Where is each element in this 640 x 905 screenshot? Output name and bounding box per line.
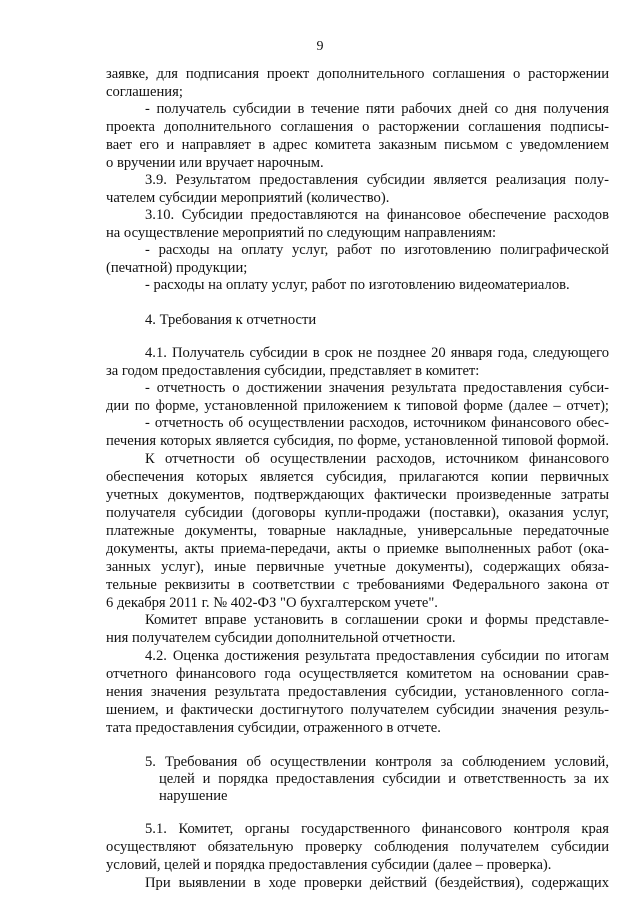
text-line: 3.10. Субсидии предоставляются на финансовое обеспечение расходов	[145, 207, 609, 223]
text-line: К отчетности об осуществлении расходов, источником финансового	[145, 451, 609, 467]
text-line: условий, целей и порядка предоставления субсидии (далее – проверка).	[106, 857, 552, 873]
text-line: 4.1. Получатель субсидии в срок не позднее 20 января года, следующего	[145, 345, 609, 361]
text-line: заявке, для подписания проект дополнительного соглашения о расторжении	[106, 66, 609, 82]
text-line: нения значения результата предоставления субсидии, установленного согла-	[106, 684, 609, 700]
text-line: Комитет вправе установить в соглашении сроки и формы представле-	[145, 612, 609, 628]
text-line: При выявлении в ходе проверки действий (бездействия), содержащих	[145, 875, 609, 891]
section-heading: нарушение	[159, 788, 228, 804]
text-line: - расходы на оплату услуг, работ по изготовлению видеоматериалов.	[145, 277, 570, 293]
text-line: шением, и фактически достигнутого получателем субсидии значения резуль-	[106, 702, 609, 718]
text-line: (печатной) продукции;	[106, 260, 248, 276]
text-line: учетных документов, подтверждающих фактически произведенные затраты	[106, 487, 609, 503]
text-line: 6 декабря 2011 г. № 402-ФЗ "О бухгалтерском учете".	[106, 595, 438, 611]
text-line: дии по форме, установленной приложением к типовой форме (далее – отчет);	[106, 398, 609, 414]
section-heading: 5. Требования об осуществлении контроля за соблюдением условий,	[145, 754, 609, 770]
text-line: 5.1. Комитет, органы государственного финансового контроля края	[145, 821, 609, 837]
text-line: - получатель субсидии в течение пяти рабочих дней со дня получения	[145, 101, 609, 117]
text-line: за годом предоставления субсидии, представляет в комитет:	[106, 363, 480, 379]
text-line: 3.9. Результатом предоставления субсидии является реализация полу-	[145, 172, 609, 188]
text-line: тата предоставления субсидии, отраженного в отчете.	[106, 720, 441, 736]
page-number: 9	[316, 39, 324, 54]
text-line: осуществляют обязательную проверку соблюдения получателем субсидии	[106, 839, 609, 855]
text-line: платежные документы, товарные накладные, универсальные передаточные	[106, 523, 609, 539]
text-line: - расходы на оплату услуг, работ по изготовлению полиграфической	[145, 242, 609, 258]
text-line: отчетного финансового года осуществляется комитетом на основании срав-	[106, 666, 609, 682]
text-line: вает его и направляет в адрес комитета заказным письмом с уведомлением	[106, 137, 609, 153]
text-line: проекта дополнительного соглашения о расторжении соглашения подписы-	[106, 119, 609, 135]
text-line: о вручении или вручает нарочным.	[106, 155, 324, 171]
text-line: документы, акты приема-передачи, акты о приемке выполненных работ (ока-	[106, 541, 609, 557]
text-line: обеспечения которых является субсидия, прилагаются копии первичных	[106, 469, 609, 485]
text-line: - отчетность о достижении значения результата предоставления субси-	[145, 380, 609, 396]
text-line: на осуществление мероприятий по следующим направлениям:	[106, 225, 497, 241]
text-line: - отчетность об осуществлении расходов, источником финансового обес-	[145, 415, 609, 431]
text-line: занных услуг), иные первичные учетные документы), содержащих обяза-	[106, 559, 609, 575]
section-heading: 4. Требования к отчетности	[145, 312, 317, 328]
text-line: ния получателем субсидии дополнительной отчетности.	[106, 630, 456, 646]
text-line: тельные реквизиты в соответствии с требованиями Федерального закона от	[106, 577, 609, 593]
text-line: чателем субсидии мероприятий (количество).	[106, 190, 390, 206]
text-line: получателя субсидии (договоры купли-продажи (поставки), оказания услуг,	[106, 505, 609, 521]
section-heading: целей и порядка предоставления субсидии и ответственность за их	[159, 771, 609, 787]
text-line: соглашения;	[106, 84, 183, 100]
text-line: 4.2. Оценка достижения результата предоставления субсидии по итогам	[145, 648, 609, 664]
text-line: печения которых является субсидия, по форме, установленной типовой формой.	[106, 433, 609, 449]
